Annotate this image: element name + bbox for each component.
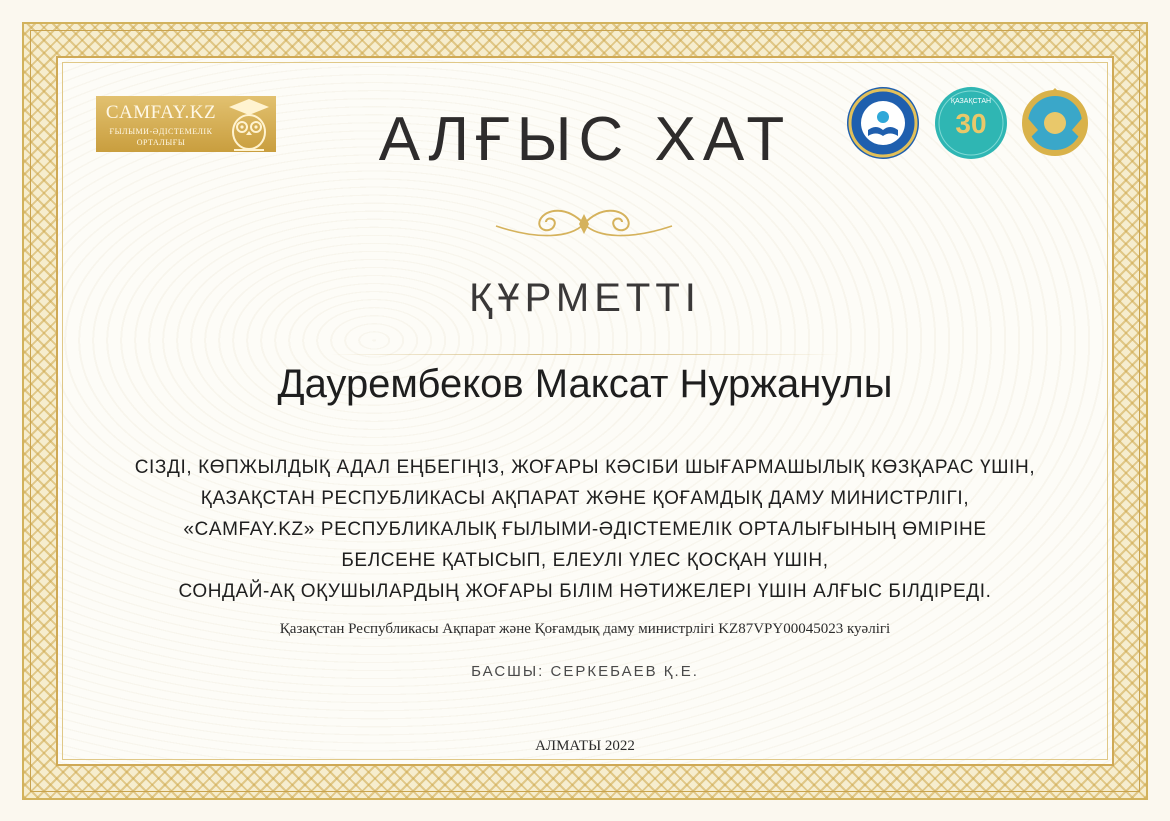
body-line: БЕЛСЕНЕ ҚАТЫСЫП, ЕЛЕУЛІ ҮЛЕС ҚОСҚАН ҮШІН, (341, 550, 829, 571)
city-year: АЛМАТЫ 2022 (535, 738, 635, 754)
logo-name: CAMFAY.KZ (105, 102, 217, 123)
body-line: «CAMFAY.KZ» РЕСПУБЛИКАЛЫҚ ҒЫЛЫМИ-ӘДІСТЕМЕЛІК ОРТАЛЫҒЫНЫҢ ӨМІРІНЕ (183, 519, 987, 540)
kz30-number: 30 (955, 108, 987, 139)
logo-subtitle-line1: ҒЫЛЫМИ-ӘДІСТЕМЕЛІК (109, 127, 213, 136)
recipient-name: Даурембеков Максат Нуржанулы (277, 362, 893, 406)
salutation: ҚҰРМЕТТІ (469, 276, 701, 320)
body-line: СОНДАЙ-АҚ ОҚУШЫЛАРДЫҢ ЖОҒАРЫ БІЛІМ НӘТИЖЕЛЕРІ ҮШІН АЛҒЫС БІЛДІРЕДІ. (178, 581, 992, 602)
body-line: СІЗДІ, КӨПЖЫЛДЫҚ АДАЛ ЕҢБЕГІҢІЗ, ЖОҒАРЫ КӘСІБИ ШЫҒАРМАШЫЛЫҚ КӨЗҚАРАС ҮШІН, (134, 457, 1036, 478)
body-line: ҚАЗАҚСТАН РЕСПУБЛИКАСЫ АҚПАРАТ ЖӘНЕ ҚОҒАМДЫҚ ДАМУ МИНИСТРЛІГІ, (200, 488, 970, 509)
certificate-body (100, 452, 1070, 607)
head-signature: БАСШЫ: СЕРКЕБАЕВ Қ.Е. (471, 663, 699, 680)
name-divider (330, 354, 840, 355)
certificate-title: АЛҒЫС ХАТ (378, 105, 792, 174)
kz30-top-text: ҚАЗАҚСТАН (950, 98, 992, 105)
license-statement: Қазақстан Республикасы Ақпарат және Қоғамдық даму министрлігі KZ87VPY00045023 куәлігі (279, 621, 891, 637)
logo-subtitle-line2: ОРТАЛЫҒЫ (136, 138, 186, 147)
gold-flourish-ornament (488, 204, 680, 244)
